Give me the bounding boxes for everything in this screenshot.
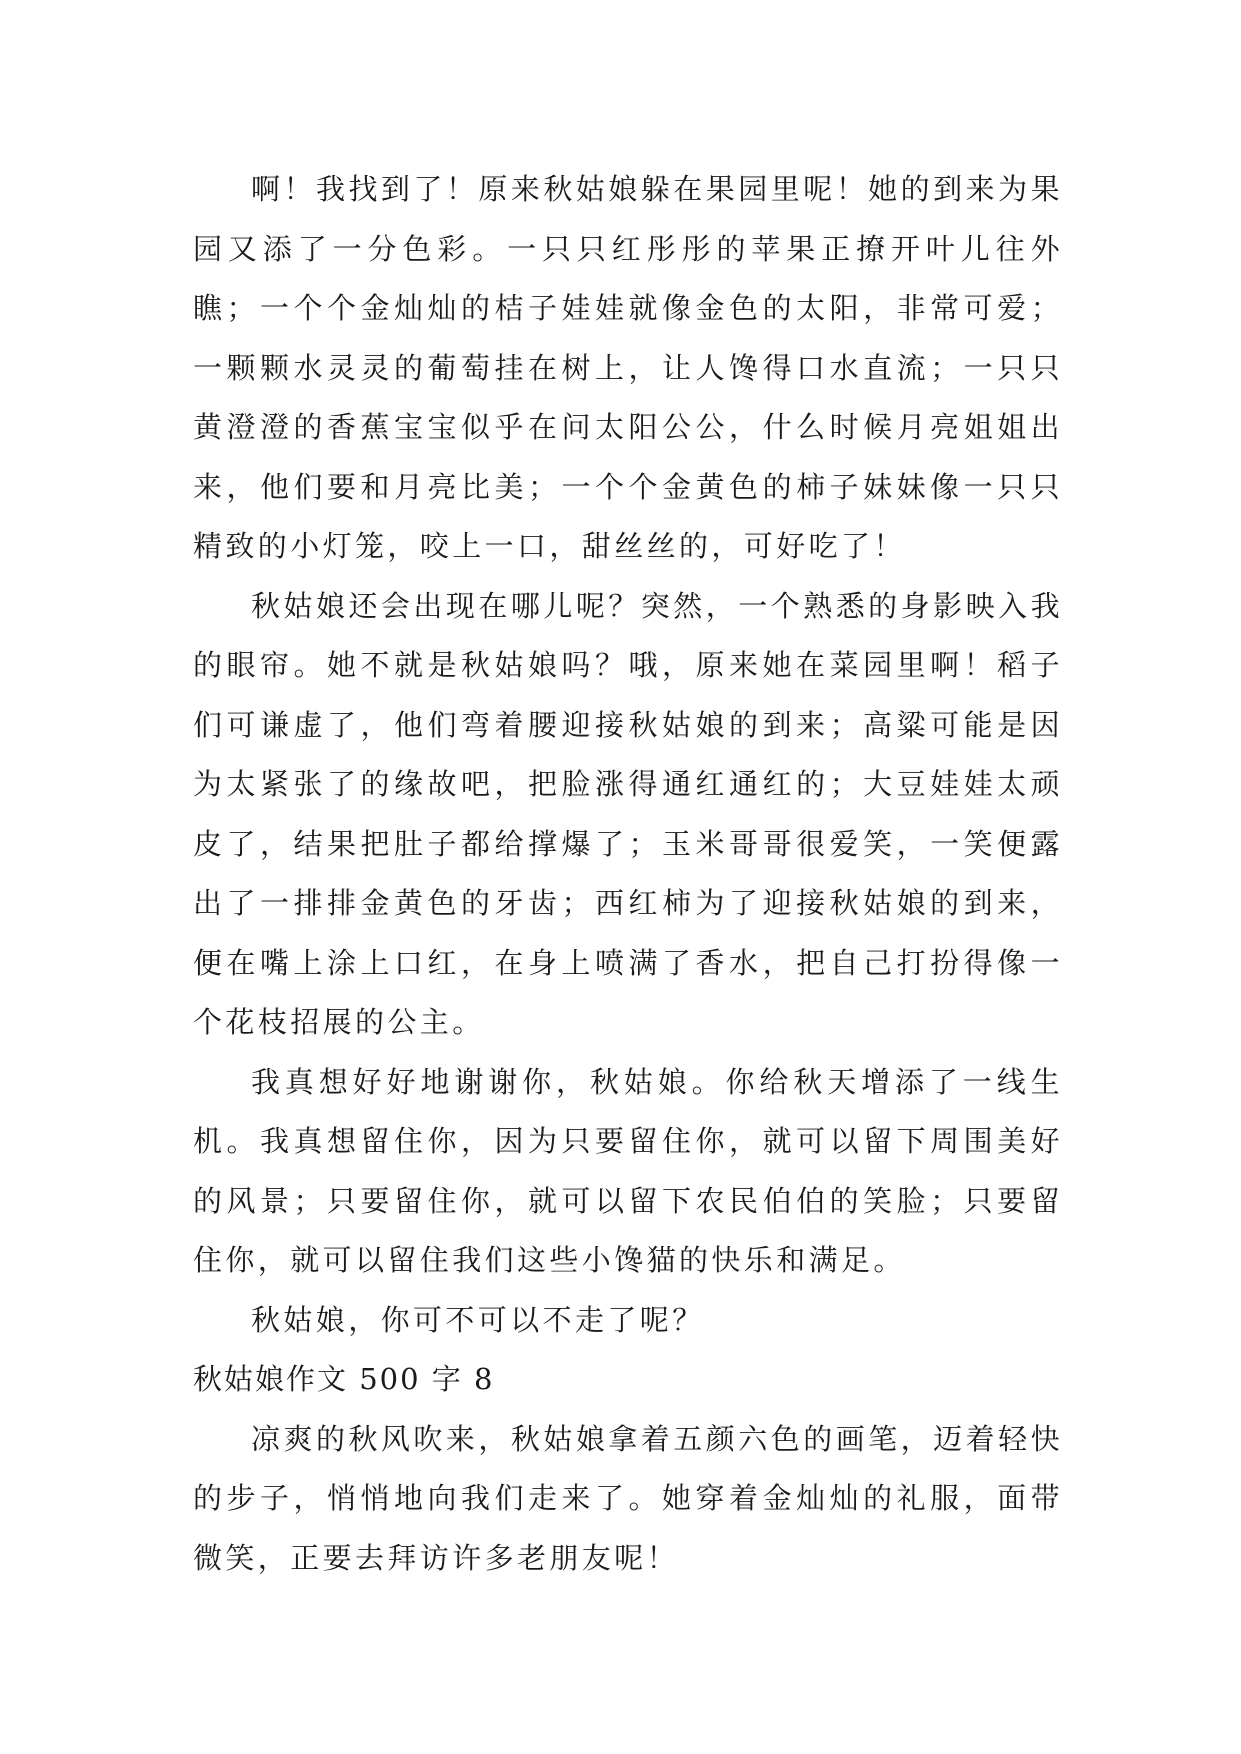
- paragraph-orchard: 啊！我找到了！原来秋姑娘躲在果园里呢！她的到来为果园又添了一分色彩。一只只红彤彤的苹果正撩开叶儿往外瞧；一个个金灿灿的桔子娃娃就像金色的太阳，非常可爱；一颗颗水灵灵的葡萄挂在树上，让人馋得口水直流；一只只黄澄澄的香蕉宝宝似乎在问太阳公公，什么时候月亮姐姐出来，他们要和月亮比美；一个个金黄色的柿子妹妹像一只只精致的小灯笼，咬上一口，甜丝丝的，可好吃了！: [193, 172, 1063, 563]
- paragraph-thanks: 我真想好好地谢谢你，秋姑娘。你给秋天增添了一线生机。我真想留住你，因为只要留住你，就可以留下周围美好的风景；只要留住你，就可以留下农民伯伯的笑脸；只要留住你，就可以留住我们这些小馋猫的快乐和满足。: [193, 1064, 1063, 1277]
- document-body: [193, 160, 1063, 1588]
- paragraph-vegetable-garden: 秋姑娘还会出现在哪儿呢？突然，一个熟悉的身影映入我的眼帘。她不就是秋姑娘吗？哦，原来她在菜园里啊！稻子们可谦虚了，他们弯着腰迎接秋姑娘的到来；高粱可能是因为太紧张了的缘故吧，把脸涨得通红通红的；大豆娃娃太顽皮了，结果把肚子都给撑爆了；玉米哥哥很爱笑，一笑便露出了一排排金黄色的牙齿；西红柿为了迎接秋姑娘的到来，便在嘴上涂上口红，在身上喷满了香水，把自己打扮得像一个花枝招展的公主。: [193, 588, 1063, 1039]
- paragraph-autumn-wind: 凉爽的秋风吹来，秋姑娘拿着五颜六色的画笔，迈着轻快的步子，悄悄地向我们走来了。她穿着金灿灿的礼服，面带微笑，正要去拜访许多老朋友呢！: [193, 1421, 1063, 1575]
- paragraph-question: 秋姑娘，你可不可以不走了呢？: [251, 1302, 705, 1337]
- essay-heading: 秋姑娘作文 500 字 8: [193, 1362, 495, 1396]
